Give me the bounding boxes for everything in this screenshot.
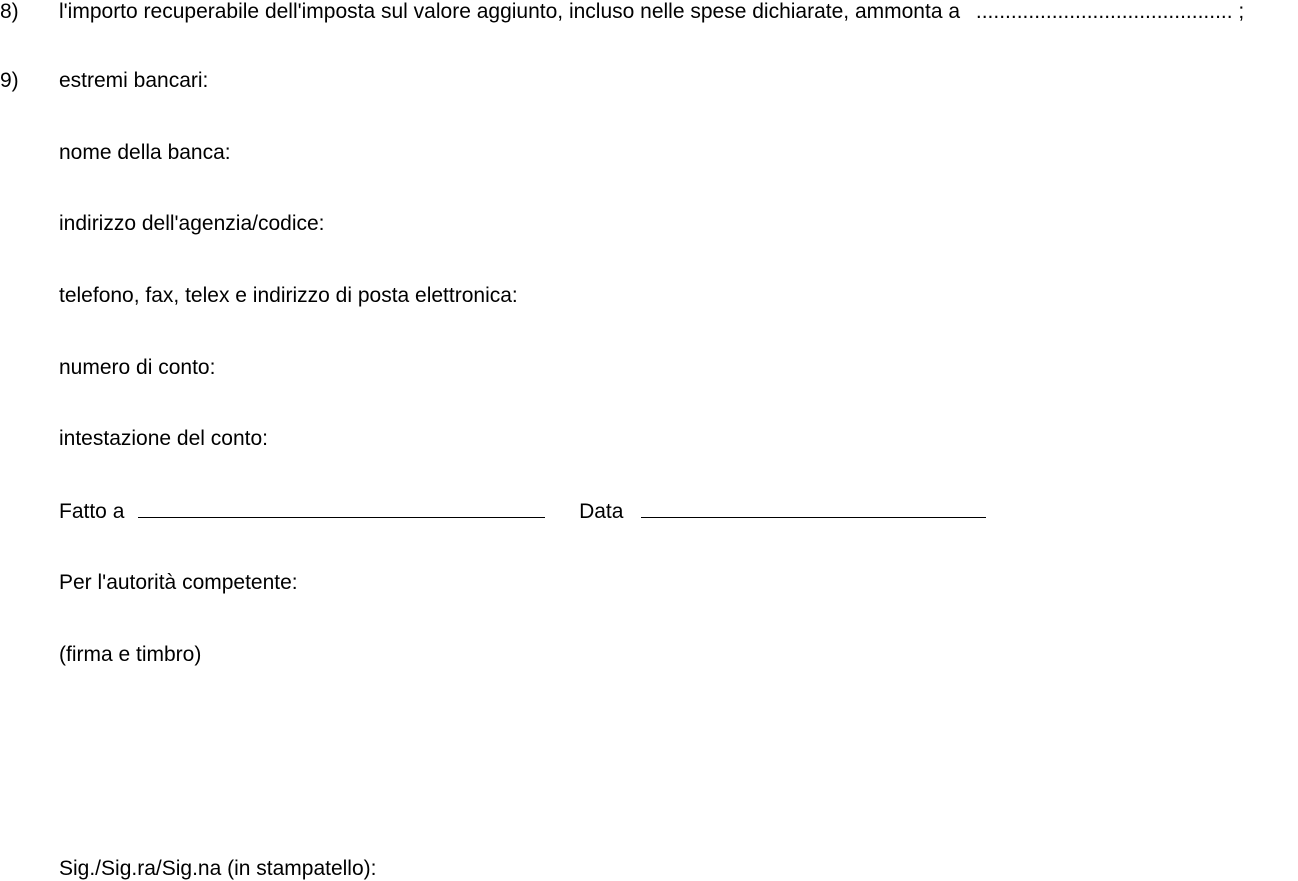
date-field[interactable] — [641, 499, 986, 518]
item-9-text-row — [59, 69, 208, 93]
item-9 — [0, 69, 19, 93]
item-8-text: l'importo recuperabile dell'imposta sul valore aggiunto, incluso nelle spese dichiarate, ammonta a — [59, 0, 961, 23]
place-field[interactable] — [138, 499, 545, 518]
authority-label: Per l'autorità competente: — [59, 571, 298, 594]
item-8 — [0, 0, 19, 24]
item-9-number: 9) — [0, 69, 19, 92]
place-label: Fatto a — [59, 500, 125, 523]
name-block-letters-label: Sig./Sig.ra/Sig.na (in stampatello): — [59, 857, 377, 880]
branch-address-label: indirizzo dell'agenzia/codice: — [59, 212, 325, 235]
place-date-row — [59, 499, 986, 524]
item-8-amount-field[interactable]: ............................................ ; — [975, 0, 1245, 23]
account-number-label: numero di conto: — [59, 356, 216, 379]
item-9-text: estremi bancari: — [59, 69, 209, 92]
date-label: Data — [579, 500, 624, 523]
contacts-label: telefono, fax, telex e indirizzo di posta elettronica: — [59, 284, 518, 307]
bank-name-label: nome della banca: — [59, 141, 231, 164]
item-8-number: 8) — [0, 0, 19, 23]
account-holder-label: intestazione del conto: — [59, 427, 268, 450]
signature-stamp-label: (firma e timbro) — [59, 643, 202, 666]
item-8-text-row — [59, 0, 1244, 24]
